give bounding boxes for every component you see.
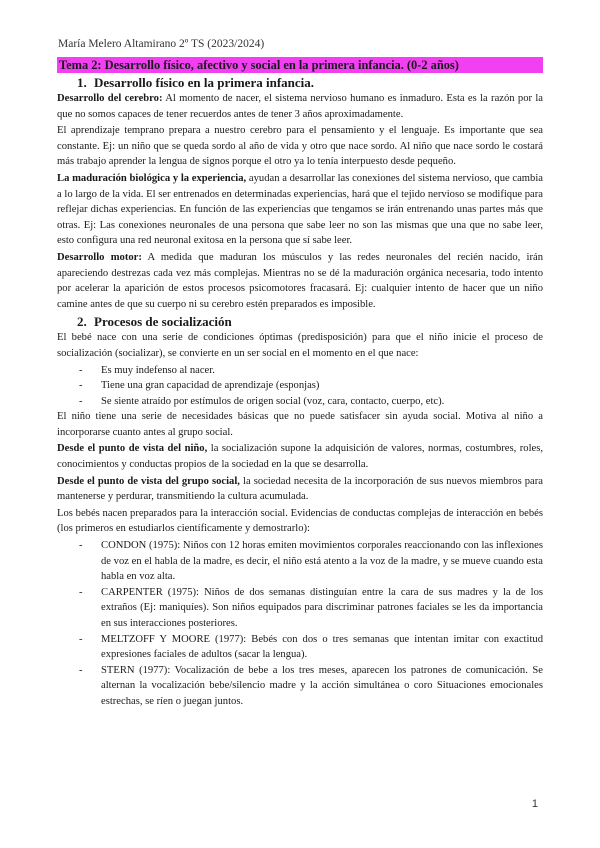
paragraph: El aprendizaje temprano prepara a nuestro cerebro para el pensamiento y el lenguaje. Es importante que sea constante. Ej: un niño que se queda sordo al año de vida y otro que nace sordo. Al niño que nace sordo le costará más trabajo aprender la lengua de signos porque el otro ya lo tenía interpuesto desde pequeño. [57,125,543,168]
section-1-heading: 1. Desarrollo físico en la primera infancia. [77,75,315,90]
list-item: - Es muy indefenso al nacer. [79,364,215,376]
evidence-list [57,538,543,710]
list-item: - STERN (1977): Vocalización de bebe a los tres meses, aparecen los patrones de comunicación. Se alternan la vocalización bebe/silencio madre y la acción simultánea o coro Situaciones emocionales estrechas, se ríen o juegan juntos. [79,664,543,707]
paragraph: Desarrollo del cerebro: Al momento de nacer, el sistema nervioso humano es inmaduro. Esta es la razón por la que no somos capaces de tener recuerdos antes de tener 3 años aproximadamente. [57,93,543,120]
topic-title: Tema 2: Desarrollo físico, afectivo y social en la primera infancia. (0-2 años) [57,57,543,73]
paragraph: El niño tiene una serie de necesidades básicas que no puede satisfacer sin ayuda social. Motiva al niño a incorporarse cuanto antes al grupo social. [57,411,543,438]
list-item: - CONDON (1975): Niños con 12 horas emiten movimientos corporales reaccionando con las inflexiones de voz en el habla de la madre, es decir, el niño está atento a la voz de la madre, y se mueve cuando esta habla en voz alta. [79,540,543,583]
paragraph: Desde el punto de vista del grupo social, la sociedad necesita de la incorporación de sus nuevos miembros para mantenerse y perdurar, transmitiendo la cultura acumulada. [57,475,543,503]
list-item: - CARPENTER (1975): Niños de dos semanas distinguían entre la cara de sus madres y la de los extraños (Ej: maniquíes). Son niños equipados para discriminar patrones faciales se les da importancia en sus interacciones posteriores. [79,586,543,629]
page-header: María Melero Altamirano 2º TS (2023/2024) [58,38,265,50]
list-item: - Tiene una gran capacidad de aprendizaje (esponjas) [79,380,320,392]
paragraph: Desarrollo motor: A medida que maduran los músculos y las redes neuronales del recién nacido, irán apareciendo destrezas cada vez más complejas. Mientras no se dé la maduración orgánica necesaria, todo intento por acelerar la aparición de estos procesos psicomotores fracasará. Ej: cualquier intento de hacer que un niño camine antes de que su cuerpo ni su cerebro estén preparados es imposible. [57,251,543,310]
list-item: - MELTZOFF Y MOORE (1977): Bebés con dos o tres semanas que intentan imitar con exactitud expresiones faciales de adultos (sacar la lengua). [79,633,543,661]
section-2-heading: 2. Procesos de socialización [77,314,232,330]
paragraph: La maduración biológica y la experiencia, ayudan a desarrollar las conexiones del sistema nervioso, que cambia a lo largo de la vida. El ser entrenados en determinadas experiencias, hará que el tejido nervioso se modifique para reflejar dichas experiencias. En función de las experiencias que tengamos se irán entrenando unas partes más que otras. Ej: Las conexiones neuronales de una persona que sabe leer no son las mismas que una que no sabe leer, esto configura una red neuronal exitosa en la persona que sí sabe leer. [57,172,543,247]
condition-list [57,363,543,410]
page-number: 1 [531,798,538,810]
paragraph: Los bebés nacen preparados para la interacción social. Evidencias de conductas complejas de interacción en bebés (los primeros en estudiarlos científicamente y demostrarlo): [57,507,543,535]
page-content [57,57,543,710]
paragraph: Desde el punto de vista del niño, la socialización supone la adquisición de valores, normas, costumbres, roles, conocimientos y conductas propios de la sociedad en la que se desarrolla. [57,443,543,471]
paragraph: El bebé nace con una serie de condiciones óptimas (predisposición) para que el niño inicie el proceso de socialización (socializar), se convierte en un ser social en el momento en el que nace: [57,332,543,359]
list-item: - Se siente atraído por estímulos de origen social (voz, cara, contacto, cuerpo, etc). [79,395,445,407]
